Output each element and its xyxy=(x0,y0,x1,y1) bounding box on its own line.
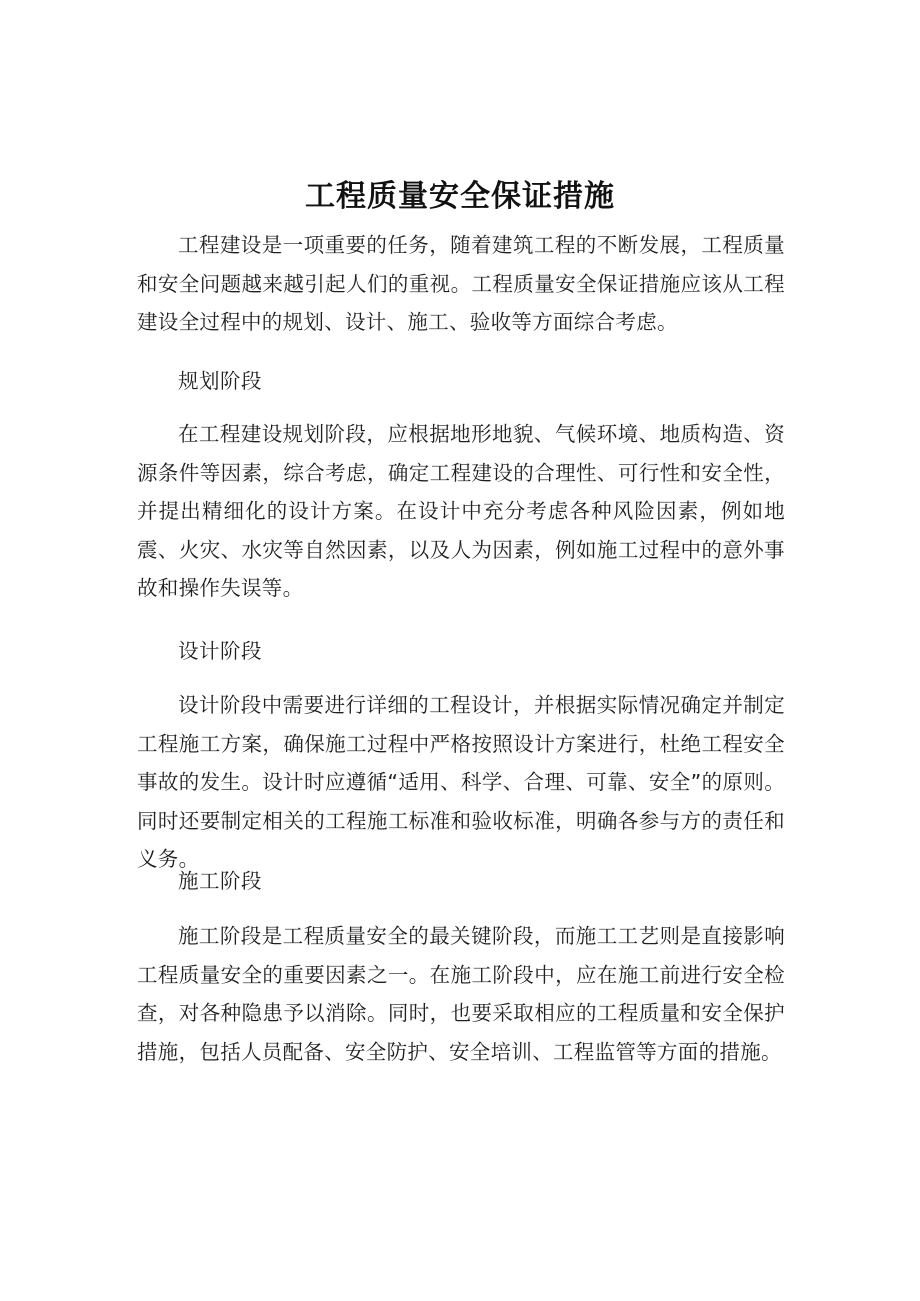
section-paragraph-planning: 在工程建设规划阶段，应根据地形地貌、气候环境、地质构造、资源条件等因素，综合考虑，确定工程建设的合理性、可行性和安全性，并提出精细化的设计方案。在设计中充分考虑各种风险因素，例如地震、火灾、水灾等自然因素，以及人为因素，例如施工过程中的意外事故和操作失误等。 xyxy=(137,422,785,600)
section-heading-construction: 施工阶段 xyxy=(178,869,262,893)
intro-paragraph: 工程建设是一项重要的任务，随着建筑工程的不断发展，工程质量和安全问题越来越引起人们的重视。工程质量安全保证措施应该从工程建设全过程中的规划、设计、施工、验收等方面综合考虑。 xyxy=(137,233,785,334)
section-paragraph-construction: 施工阶段是工程质量安全的最关键阶段，而施工工艺则是直接影响工程质量安全的重要因素之一。在施工阶段中，应在施工前进行安全检查，对各种隐患予以消除。同时，也要采取相应的工程质量和安全保护措施，包括人员配备、安全防护、安全培训、工程监管等方面的措施。 xyxy=(137,924,785,1064)
section-heading-planning: 规划阶段 xyxy=(178,369,262,393)
document-title: 工程质量安全保证措施 xyxy=(305,179,615,214)
section-heading-design: 设计阶段 xyxy=(178,639,262,663)
section-paragraph-design: 设计阶段中需要进行详细的工程设计，并根据实际情况确定并制定工程施工方案，确保施工过程中严格按照设计方案进行，杜绝工程安全事故的发生。设计时应遵循“适用、科学、合理、可靠、安全”的原则。同时还要制定相关的工程施工标准和验收标准，明确各参与方的责任和义务。 xyxy=(137,693,785,871)
